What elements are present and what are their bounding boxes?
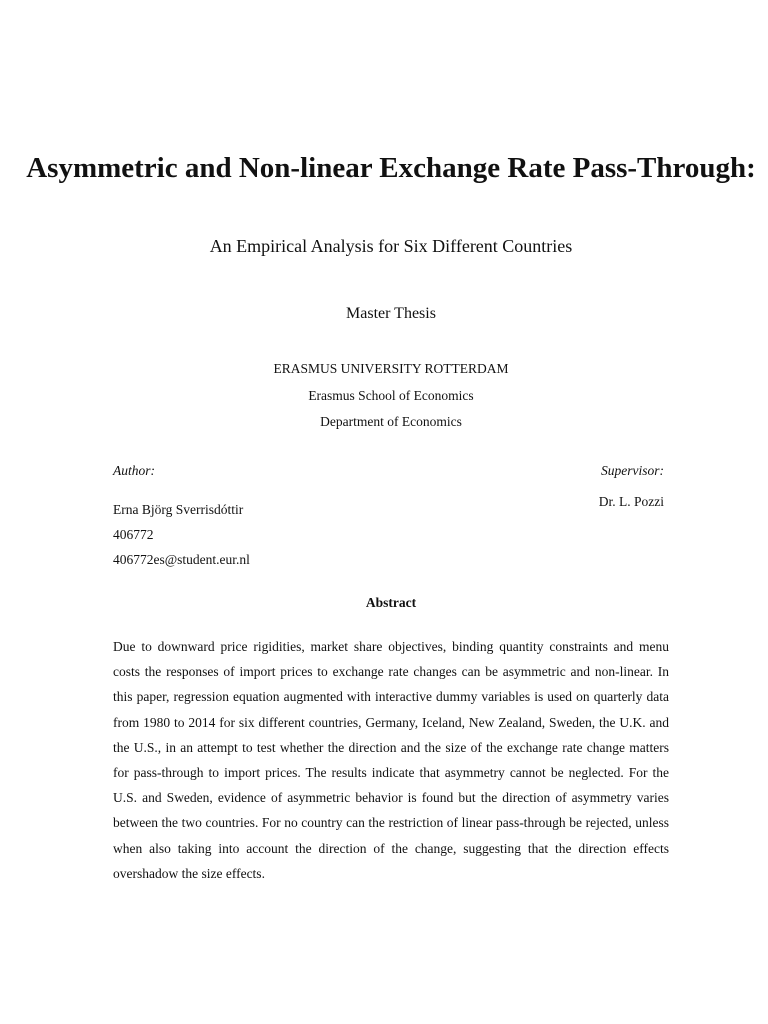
abstract-text: Due to downward price rigidities, market share objectives, binding quantity constraints and menu costs the responses of import prices to exchange rate changes can be asymmetric and non-linear. In this paper, regression equation augmented with interactive dummy variables is used on quarterly data from 1980 to 2014 for six different countries, Germany, Iceland, New Zealand, Sweden, the U.K. and the U.S., in an attempt to test whether the direction and the size of the exchange rate change matters for pass-through to import prices. The results indicate that asymmetry cannot be neglected. For the U.S. and Sweden, evidence of asymmetric behavior is found but the direction of asymmetry varies between the two countries. For no country can the restriction of linear pass-through be rejected, unless when also taking into account the direction of the change, suggesting that the direction effects overshadow the size effects. <box>113 639 669 881</box>
thesis-subtitle: An Empirical Analysis for Six Different Countries <box>209 236 573 256</box>
supervisor-label: Supervisor: <box>601 463 664 478</box>
author-label: Author: <box>113 463 155 478</box>
school-name: Erasmus School of Economics <box>308 387 474 403</box>
thesis-type: Master Thesis <box>346 305 436 322</box>
university-name: ERASMUS UNIVERSITY ROTTERDAM <box>273 361 509 376</box>
author-block <box>113 463 250 572</box>
supervisor-name: Dr. L. Pozzi <box>598 494 664 509</box>
department-name: Department of Economics <box>320 414 462 429</box>
author-name: Erna Björg Sverrisdóttir <box>113 502 244 517</box>
thesis-title: Asymmetric and Non-linear Exchange Rate Pass-Through: <box>26 152 756 184</box>
supervisor-block <box>599 463 664 510</box>
abstract-heading: Abstract <box>365 595 417 610</box>
author-student-number: 406772 <box>113 527 154 542</box>
author-email: 406772es@student.eur.nl <box>113 552 250 567</box>
institution-block <box>0 356 768 436</box>
